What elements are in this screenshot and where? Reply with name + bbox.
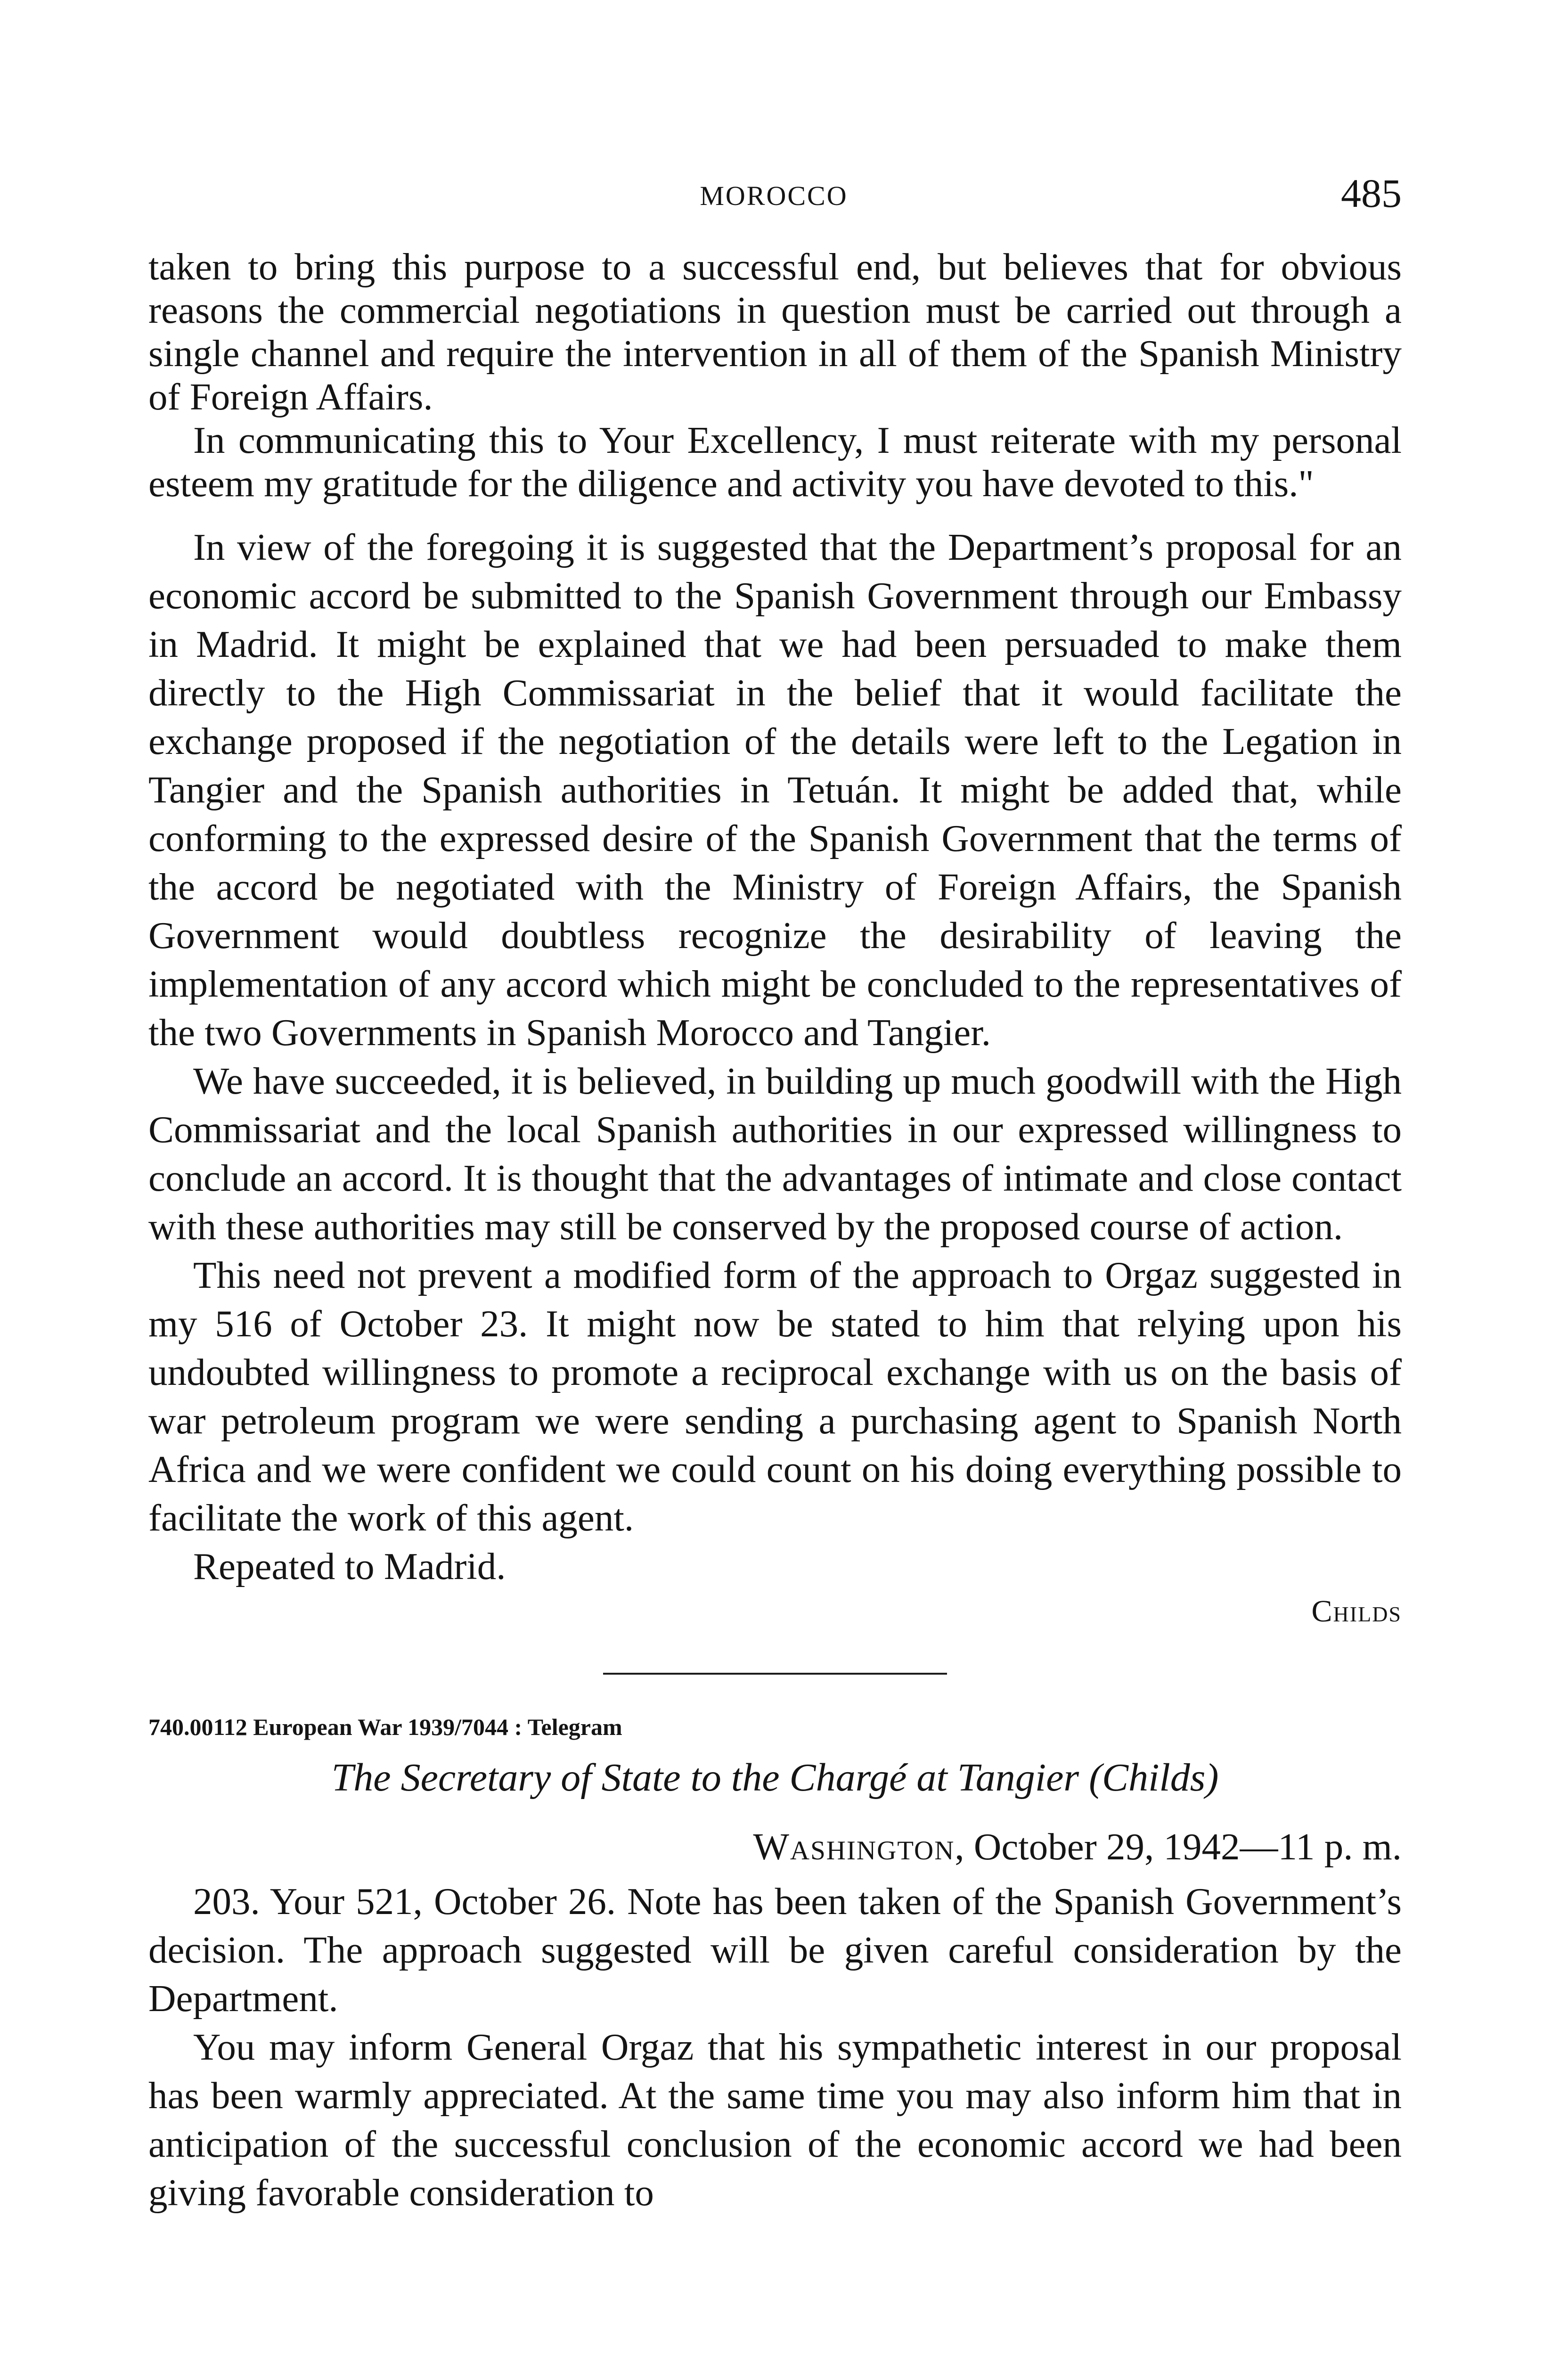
file-reference: 740.00112 European War 1939/7044 : Telegram (148, 1714, 622, 1740)
signature: Childs (1311, 1594, 1402, 1628)
body-paragraph: Repeated to Madrid. (193, 1545, 506, 1587)
dateline-date: , October 29, 1942—11 p. m. (955, 1825, 1402, 1868)
document-title: The Secretary of State to the Chargé at Tangier (Childs) (331, 1756, 1219, 1800)
quote-paragraph: In communicating this to Your Excellency, I must reiterate with my personal esteem my gratitude for the diligence and activity you have devoted to this." (148, 419, 1402, 505)
running-title: MOROCCO (700, 180, 848, 211)
body-paragraph: In view of the foregoing it is suggested that the Department’s proposal for an economic accord be submitted to the Spanish Government through our Embassy in Madrid. It might be explained that we had been persuaded to make them directly to the High Commissariat in the belief that it would facilitate the exchange proposed if the negotiation of the details were left to the Legation in Tangier and the Spanish authorities in Tetuán. It might be added that, while conforming to the expressed desire of the Spanish Government that the terms of the accord be negotiated with the Ministry of Foreign Affairs, the Spanish Government would doubtless recognize the desirability of leaving the implementation of any accord which might be concluded to the representatives of the two Governments in Spanish Morocco and Tangier. (148, 526, 1402, 1054)
dateline-place: Washington (753, 1825, 955, 1868)
section-divider (603, 1673, 947, 1675)
dateline (148, 1825, 1402, 1869)
body-paragraph: This need not prevent a modified form of the approach to Orgaz suggested in my 516 of October 23. It might now be stated to him that relying upon his undoubted willingness to promote a reciprocal exchange with us on the basis of war petroleum program we were sending a purchasing agent to Spanish North Africa and we were confident we could count on his doing everything possible to facilitate the work of this agent. (148, 1254, 1402, 1539)
body-paragraph: We have succeeded, it is believed, in building up much goodwill with the High Commissariat and the local Spanish authorities in our expressed willingness to conclude an accord. It is thought that the advantages of intimate and close contact with these authorities may still be conserved by the proposed course of action. (148, 1060, 1402, 1248)
page-number: 485 (1341, 171, 1402, 216)
quote-paragraph: taken to bring this purpose to a successful end, but believes that for obvious reasons the commercial negotiations in question must be carried out through a single channel and require the intervention in all of them of the Spanish Ministry of Foreign Affairs. (148, 245, 1402, 418)
running-header (146, 170, 1402, 221)
telegram-paragraph: 203. Your 521, October 26. Note has been taken of the Spanish Government’s decision. The approach suggested will be given careful consideration by the Department. (148, 1880, 1402, 2020)
telegram-paragraph: You may inform General Orgaz that his sympathetic interest in our proposal has been warmly appreciated. At the same time you may also inform him that in anticipation of the successful conclusion of the economic accord we had been giving favorable consideration to (148, 2026, 1402, 2214)
continued-quote (148, 245, 1402, 505)
page-body (148, 245, 1402, 2217)
